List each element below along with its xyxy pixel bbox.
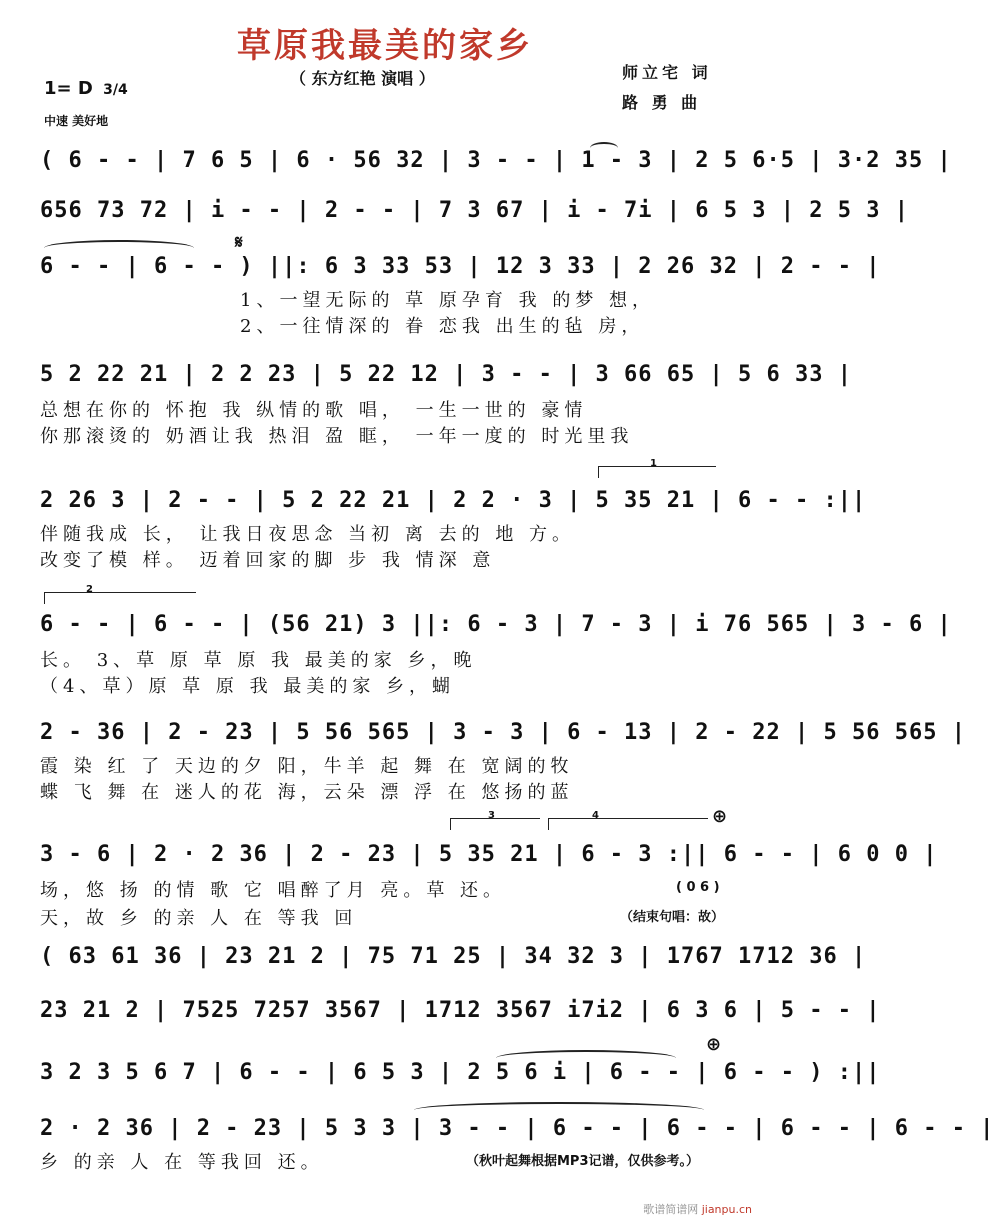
ending-notes: ( 0 6 ) — [676, 880, 720, 895]
volta-bracket-2-edge — [44, 592, 45, 604]
notation-row-10: 23 21 2 | 7525 7257 3567 | 1712 3567 i7i2 | 6 3 6 | 5 - - | — [40, 998, 881, 1023]
song-title: 草原我最美的家乡 — [237, 26, 533, 66]
volta-bracket-2 — [44, 592, 196, 593]
lyric-row-7-verse-1: 霞 染 红 了 天边的夕 阳，牛羊 起 舞 在 宽阔的牧 — [40, 756, 574, 777]
volta-label-2: 2 — [86, 584, 93, 595]
lyric-row-8-verse-2: 天，故 乡 的亲 人 在 等我 回 — [40, 908, 358, 929]
lyricist: 师立宅 词 — [622, 63, 712, 82]
performer: （ 东方红艳 演唱 ） — [290, 69, 435, 88]
notation-row-9: ( 63 61 36 | 23 21 2 | 75 71 25 | 34 32 3 | 1767 1712 36 | — [40, 944, 867, 969]
notation-row-12: 2 · 2 36 | 2 - 23 | 5 3 3 | 3 - - | 6 - - | 6 - - | 6 - - | 6 - - | — [40, 1116, 994, 1141]
slur — [590, 142, 618, 154]
notation-row-1: ( 6 - - | 7 6 5 | 6 · 56 32 | 3 - - | 1 - 3 | 2 5 6·5 | 3·2 35 | — [40, 148, 952, 173]
key-signature — [44, 78, 128, 99]
lyric-row-6-verse-1: 长。 3、草 原 草 原 我 最美的家 乡，晚 — [40, 650, 477, 671]
volta-label-3: 3 — [488, 810, 495, 821]
notation-row-11: 3 2 3 5 6 7 | 6 - - | 6 5 3 | 2 5 6 i | 6 - - | 6 - - ) :|| — [40, 1060, 881, 1085]
transcription-note: （秋叶起舞根据MP3记谱，仅供参考。） — [466, 1154, 700, 1169]
lyric-row-3-verse-2: 2、一往情深的 眷 恋我 出生的毡 房， — [240, 316, 645, 337]
composer: 路 勇 曲 — [622, 93, 702, 112]
lyric-row-4-verse-1: 总想在你的 怀抱 我 纵情的歌 唱， 一生一世的 豪情 — [40, 400, 588, 421]
lyric-row-12: 乡 的亲 人 在 等我回 还。 — [40, 1152, 324, 1173]
notation-row-3: 6 - - | 6 - - ) ||: 6 3 33 53 | 12 3 33 | 2 26 32 | 2 - - | — [40, 254, 881, 279]
lyric-row-4-verse-2: 你那滚烫的 奶酒让我 热泪 盈 眶， 一年一度的 时光里我 — [40, 426, 634, 447]
watermark-cn: 歌谱简谱网 — [643, 1203, 699, 1216]
lyric-row-8-verse-1: 场，悠 扬 的情 歌 它 唱醉了月 亮。草 还。 — [40, 880, 507, 901]
lyric-row-7-verse-2: 蝶 飞 舞 在 迷人的花 海，云朵 漂 浮 在 悠扬的蓝 — [40, 782, 574, 803]
key-text: 1= D — [44, 78, 93, 99]
lyric-row-5-verse-1: 伴随我成 长， 让我日夜思念 当初 离 去的 地 方。 — [40, 524, 576, 545]
notation-row-4: 5 2 22 21 | 2 2 23 | 5 22 12 | 3 - - | 3 66 65 | 5 6 33 | — [40, 362, 852, 387]
watermark-latin: jianpu.cn — [701, 1203, 752, 1216]
volta-bracket-4-edge — [548, 818, 549, 830]
lyric-row-6-verse-2: （4、草）原 草 原 我 最美的家 乡，蝴 — [40, 676, 456, 697]
volta-bracket-3 — [450, 818, 540, 819]
volta-bracket-1-edge — [598, 466, 599, 478]
segno-sign: 𝄋 — [235, 232, 243, 253]
volta-bracket-1 — [598, 466, 716, 467]
volta-bracket-3-edge — [450, 818, 451, 830]
lyric-row-5-verse-2: 改变了模 样。 迈着回家的脚 步 我 情深 意 — [40, 550, 496, 571]
volta-label-4: 4 — [592, 810, 599, 821]
coda-sign: ⊕ — [712, 806, 728, 827]
notation-row-8: 3 - 6 | 2 · 2 36 | 2 - 23 | 5 35 21 | 6 - 3 :|| 6 - - | 6 0 0 | — [40, 842, 938, 867]
volta-bracket-4 — [548, 818, 708, 819]
site-watermark — [643, 1201, 752, 1217]
volta-label-1: 1 — [650, 458, 657, 469]
coda-sign-2: ⊕ — [706, 1034, 722, 1055]
lyric-row-3-verse-1: 1、一望无际的 草 原孕育 我 的梦 想， — [240, 290, 656, 311]
tempo-marking: 中速 美好地 — [44, 114, 109, 128]
ending-sung-note: （结束句唱：故） — [620, 910, 725, 925]
time-signature: 3/4 — [103, 82, 128, 98]
notation-row-7: 2 - 36 | 2 - 23 | 5 56 565 | 3 - 3 | 6 - 13 | 2 - 22 | 5 56 565 | — [40, 720, 966, 745]
notation-row-6: 6 - - | 6 - - | (56 21) 3 ||: 6 - 3 | 7 - 3 | i 76 565 | 3 - 6 | — [40, 612, 952, 637]
notation-row-2: 656 73 72 | i - - | 2 - - | 7 3 67 | i - 7i | 6 5 3 | 2 5 3 | — [40, 198, 909, 223]
notation-row-5: 2 26 3 | 2 - - | 5 2 22 21 | 2 2 · 3 | 5 35 21 | 6 - - :|| — [40, 488, 867, 513]
